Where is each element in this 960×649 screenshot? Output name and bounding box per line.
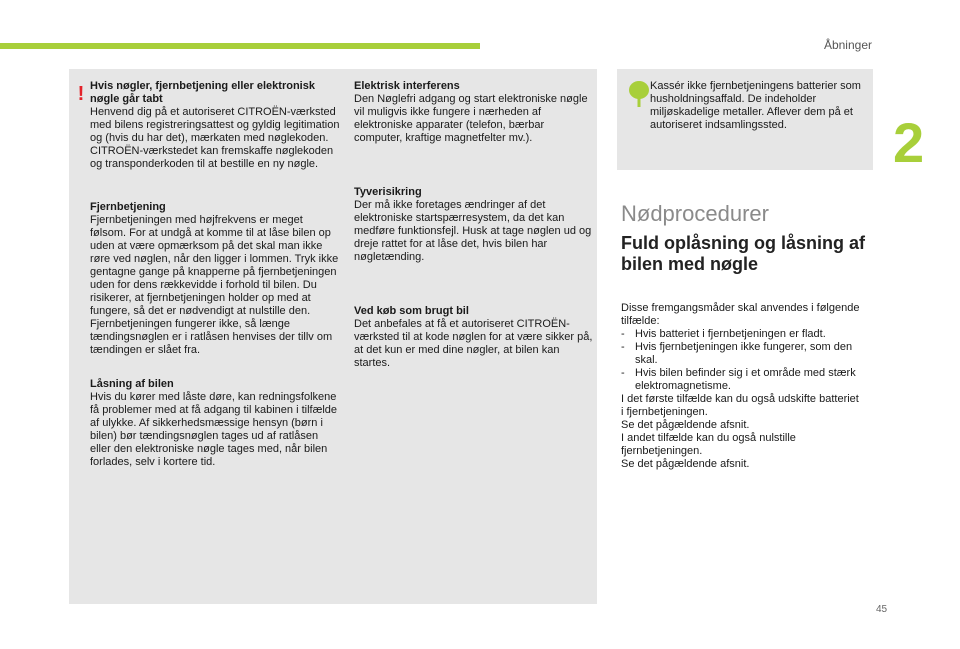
interference-title: Elektrisk interferens [354, 80, 460, 92]
procedure-line: Se det pågældende afsnit. [621, 419, 750, 431]
warning-title: Hvis nøgler, fjernbetjening eller elektronisk nøgle går tabt [90, 80, 315, 105]
page-number: 45 [876, 604, 888, 615]
lock-title: Låsning af bilen [90, 378, 174, 390]
theft-text: Der må ikke foretages ændringer af det elektroniske startspærresystem, da det kan medføre funktionsfejl. Husk at tage nøglen ud og dreje rattet for at låse det, hvis bilen har nøgletænding. [354, 199, 592, 263]
remote-text: Fjernbetjeningen med højfrekvens er meget følsom. For at undgå at komme til at låse bilen op uden at være opmærksom på det skal man ikke røre ved nøglen, når den ligger i lommen. Tryk ikke gentagne gange på knapperne på fjernbetjeningen uden for dens rækkevidde i forhold til bilen. Du risikerer, at fjernbetjeningen holder op med at fungere, så det er nødvendigt at nulstille den. Fjernbetjeningen fungerer ikke, så længe tændingsnøglen er i ratlåsen henvises der tillv om tændingen er slået fra. [90, 214, 339, 356]
accent-bar [0, 43, 480, 49]
lock-text: Hvis du kører med låste døre, kan redningsfolkene få problemer med at få adgang til kabinen i tilfælde af ulykke. Af sikkerhedsmæssige hensyn (børn i bilen) bør tændingsnøglen tages ud af ratlåsen eller den elektroniske nøgle tages med, når bilen forlades, selv i kortere tid. [90, 391, 338, 468]
interference-text: Den Nøglefri adgang og start elektroniske nøgle vil muligvis ikke fungere i nærheden af elektroniske apparater (telefon, bærbar computer, kraftige magnetfelter mv.). [354, 93, 588, 144]
leaf-icon [628, 80, 650, 108]
list-item: - Hvis batteriet i fjernbetjeningen er fladt. [621, 328, 861, 341]
procedure-line: Se det pågældende afsnit. [621, 458, 750, 470]
procedure-intro: Disse fremgangsmåder skal anvendes i følgende tilfælde: [621, 302, 860, 327]
procedure-text [621, 302, 861, 471]
used-car-text: Det anbefales at få et autoriseret CITROËN-værksted til at kode nøglen for at være sikker på, at det kun er med dine nøgler, at bilen kan startes. [354, 318, 593, 369]
chapter-number: 2 [893, 111, 925, 174]
environment-note [650, 80, 868, 132]
exclamation-icon: ! [77, 83, 85, 105]
used-car-title: Ved køb som brugt bil [354, 305, 469, 317]
procedure-line: I det første tilfælde kan du også udskifte batteriet i fjernbetjeningen. [621, 393, 859, 418]
list-item: - Hvis bilen befinder sig i et område med stærk elektromagnetisme. [621, 367, 861, 393]
running-header: Åbninger [823, 38, 872, 52]
remote-title: Fjernbetjening [90, 201, 166, 213]
environment-text: Kassér ikke fjernbetjeningens batterier som husholdningsaffald. De indeholder miljøskadelige metaller. Aflever dem på et autoriseret indsamlingssted. [650, 80, 861, 131]
warning-text: Henvend dig på et autoriseret CITROËN-værksted med bilens registreringsattest og gyldig legitimation og (hvis du har det), mærkaten med nøglekoden. CITROËN-værkstedet kan fremskaffe nøglekoden og transponderkoden til at bestille en ny nøgle. [90, 106, 340, 170]
subsection-title: Fuld oplåsning og låsning af bilen med nøgle [621, 233, 865, 274]
section-title: Nødprocedurer [621, 201, 769, 226]
column-left [90, 80, 340, 469]
column-middle [354, 80, 594, 370]
list-item: - Hvis fjernbetjeningen ikke fungerer, som den skal. [621, 341, 861, 367]
theft-title: Tyverisikring [354, 186, 422, 198]
procedure-line: I andet tilfælde kan du også nulstille fjernbetjeningen. [621, 432, 796, 457]
case-list [621, 328, 861, 393]
